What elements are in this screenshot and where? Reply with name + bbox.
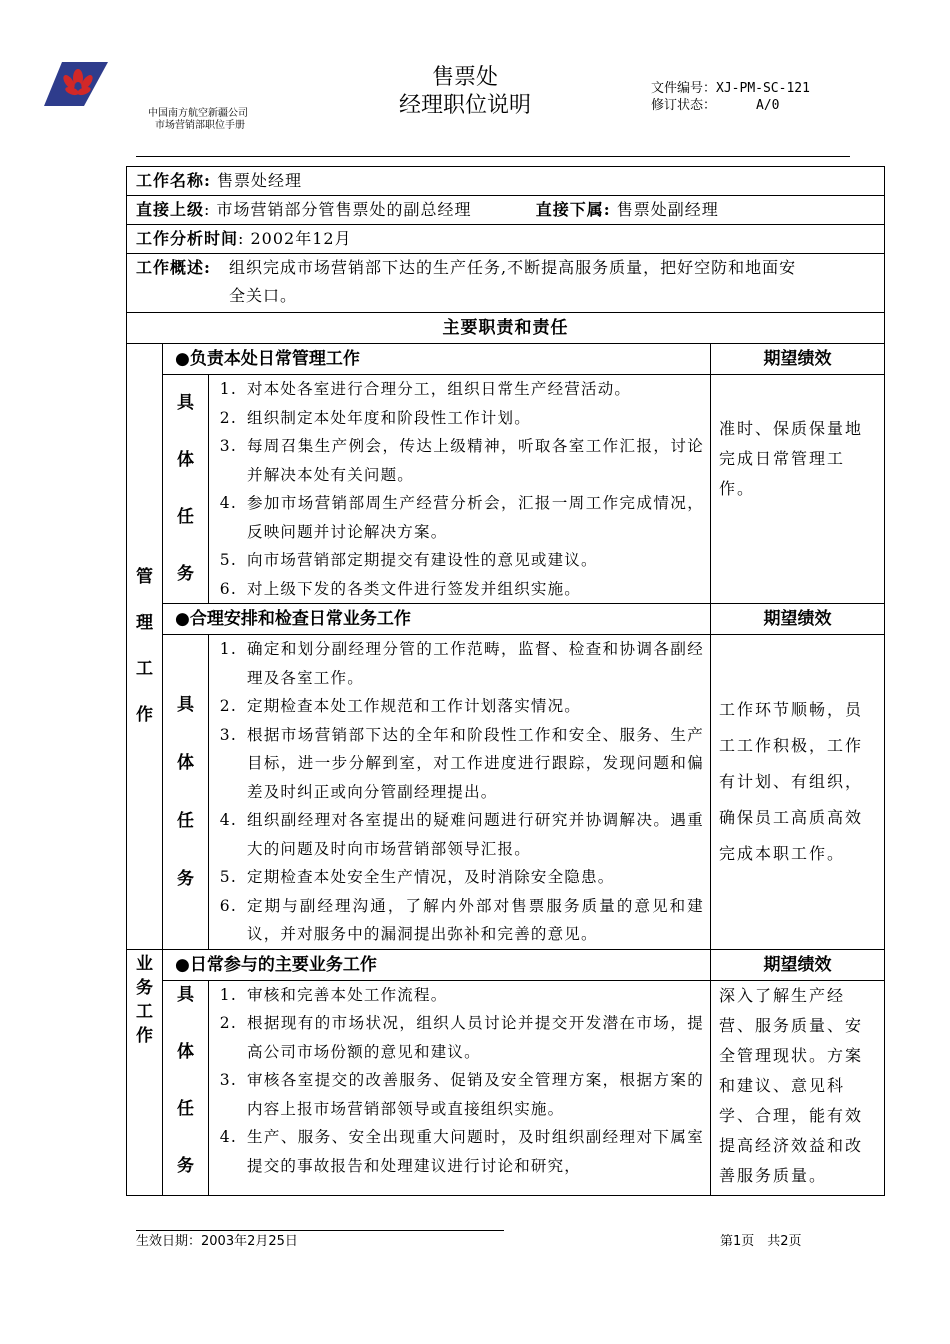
business-char: 作 [136,1025,153,1046]
task-item [209,546,710,575]
section-heading: ●负责本处日常管理工作 [163,344,711,375]
task-num: 4. [219,494,237,512]
management-char: 作 [136,705,153,726]
job-title-label: 工作名称 [136,171,205,190]
task-num: 3. [219,1071,237,1089]
task-num: 2. [219,697,237,715]
revision-status [651,98,780,114]
duties-title: 主要职责和责任 [127,313,885,344]
subordinate-label: 直接下属 [535,200,604,219]
management-char: 工 [136,659,153,680]
summary-line1: 组织完成市场营销部下达的生产任务,不断提高服务质量，把好空防和地面安 [229,258,797,277]
performance-expectation: 工作环节顺畅，员工工作积极，工作有计划、有组织，确保员工高质高效完成本职工作。 [711,635,885,950]
business-char: 工 [136,1001,153,1022]
task-label [163,635,209,950]
task-text: 对上级下发的各类文件进行签发并组织实施。 [247,579,582,598]
task-list [209,980,711,1195]
task-num: 4. [219,811,237,829]
manual-name: 市场营销部职位手册 [155,120,245,131]
task-text: 生产、服务、安全出现重大问题时，及时组织副经理对下属室提交的事故报告和处理建议进行讨论和研究， [247,1128,704,1175]
performance-expectation: 深入了解生产经营、服务质量、安全管理现状。方案和建议、意见科学、合理，能有效提高经济效益和改善服务质量。 [711,980,885,1195]
task-num: 6. [219,579,237,598]
management-char: 管 [136,567,153,588]
subordinate-value: 售票处副经理 [616,200,719,219]
task-label [163,375,209,604]
task-num: 6. [219,896,237,915]
perf-header: 期望绩效 [711,949,885,980]
task-item [209,432,710,489]
task-char: 具 [177,984,194,1005]
task-char: 具 [177,694,194,715]
task-label [163,980,209,1195]
task-text: 确定和划分副经理分管的工作范畴，监督、检查和协调各副经理及各室工作。 [247,640,704,687]
task-item [209,1066,710,1123]
task-char: 体 [177,1041,194,1062]
task-item [209,575,710,604]
management-work-label [127,344,163,950]
footer-divider [136,1230,504,1231]
task-char: 务 [177,868,194,889]
analysis-time-label: 工作分析时间 [136,229,239,248]
task-text: 根据现有的市场状况，组织人员讨论并提交开发潜在市场，提高公司市场份额的意见和建议。 [247,1014,704,1061]
task-char: 任 [177,1098,194,1119]
task-item [209,489,710,546]
task-item [209,806,710,863]
task-text: 参加市场营销部周生产经营分析会，汇报一周工作完成情况，反映问题并讨论解决方案。 [247,494,704,541]
task-item [209,721,710,807]
job-title-row: 工作名称: 售票处经理 [127,167,885,196]
header-divider [136,156,850,157]
section-heading: ●日常参与的主要业务工作 [163,949,711,980]
task-item [209,1009,710,1066]
analysis-time-row: 工作分析时间: 2002年12月 [127,225,885,254]
task-num: 5. [219,551,237,569]
task-char: 务 [177,564,194,584]
company-logo [42,60,110,108]
doc-title-line1: 售票处 [431,65,498,90]
task-num: 2. [219,1014,237,1032]
task-item [209,1123,710,1180]
task-list [209,635,711,950]
task-num: 1. [219,380,237,398]
task-text: 定期检查本处工作规范和工作计划落实情况。 [247,697,582,715]
task-text: 根据市场营销部下达的全年和阶段性工作和安全、服务、生产目标，进一步分解到室，对工作进度进行跟踪，发现问题和偏差及时纠正或向分管副经理提出。 [247,725,704,801]
task-text: 每周召集生产例会，传达上级精神，听取各室工作汇报，讨论并解决本处有关问题。 [247,437,704,484]
task-text: 审核和完善本处工作流程。 [247,985,448,1004]
task-num: 1. [219,985,237,1004]
business-work-label [127,949,163,1195]
reporting-row: 直接上级: 市场营销部分管售票处的副总经理 直接下属: 售票处副经理 [127,196,885,225]
job-title-value: 售票处经理 [217,171,303,190]
task-num: 2. [219,408,237,427]
doc-number [651,81,810,97]
task-char: 任 [177,810,194,831]
task-char: 务 [177,1155,194,1176]
performance-expectation: 准时、保质保量地完成日常管理工作。 [711,375,885,604]
job-description-table [126,166,885,1196]
task-text: 定期检查本处安全生产情况，及时消除安全隐患。 [247,868,615,886]
effective-date [136,1234,298,1250]
doc-number-label: 文件编号： [651,81,717,96]
task-item [209,892,710,949]
task-num: 4. [219,1128,237,1146]
task-text: 组织制定本处年度和阶段性工作计划。 [247,408,531,427]
task-char: 体 [177,450,194,470]
summary-line2: 全关口。 [229,286,298,305]
perf-header: 期望绩效 [711,344,885,375]
task-list [209,375,711,604]
task-item [209,692,710,721]
perf-header: 期望绩效 [711,604,885,635]
effective-date-value: 2003年2月25日 [201,1234,298,1249]
task-item [209,404,710,433]
summary-label: 工作概述 [136,258,205,277]
superior-label: 直接上级 [136,200,205,219]
revision-label: 修订状态： [651,98,717,113]
task-item [209,981,710,1010]
task-item [209,375,710,404]
task-item [209,863,710,892]
task-char: 具 [177,393,194,413]
analysis-time-value: 2002年12月 [250,229,352,248]
business-char: 业 [136,953,153,974]
summary-row: 工作概述: 组织完成市场营销部下达的生产任务,不断提高服务质量，把好空防和地面安 全关口。 [127,254,885,313]
doc-number-value: XJ-PM-SC-121 [716,81,810,96]
task-text: 组织副经理对各室提出的疑难问题进行研究并协调解决。遇重大的问题及时向市场营销部领导汇报。 [247,811,704,858]
doc-title-line2: 经理职位说明 [398,93,531,118]
revision-value: A/0 [756,98,780,113]
task-text: 对本处各室进行合理分工，组织日常生产经营活动。 [247,380,632,398]
task-num: 3. [219,437,237,455]
task-num: 5. [219,868,237,886]
task-char: 体 [177,752,194,773]
task-num: 1. [219,640,237,658]
task-text: 审核各室提交的改善服务、促销及安全管理方案，根据方案的内容上报市场营销部领导或直接组织实施。 [247,1071,704,1118]
page-info: 第1页 共2页 [720,1234,802,1249]
section-heading: ●合理安排和检查日常业务工作 [163,604,711,635]
management-char: 理 [136,613,153,634]
task-char: 任 [177,507,194,527]
superior-value: 市场营销部分管售票处的副总经理 [216,200,472,219]
task-item [209,635,710,692]
company-name: 中国南方航空新疆公司 [148,108,248,119]
task-text: 定期与副经理沟通，了解内外部对售票服务质量的意见和建议，并对服务中的漏洞提出弥补和完善的意见。 [247,896,704,943]
task-num: 3. [219,725,237,744]
task-text: 向市场营销部定期提交有建设性的意见或建议。 [247,551,598,569]
business-char: 务 [136,977,153,998]
effective-date-label: 生效日期： [136,1234,202,1249]
